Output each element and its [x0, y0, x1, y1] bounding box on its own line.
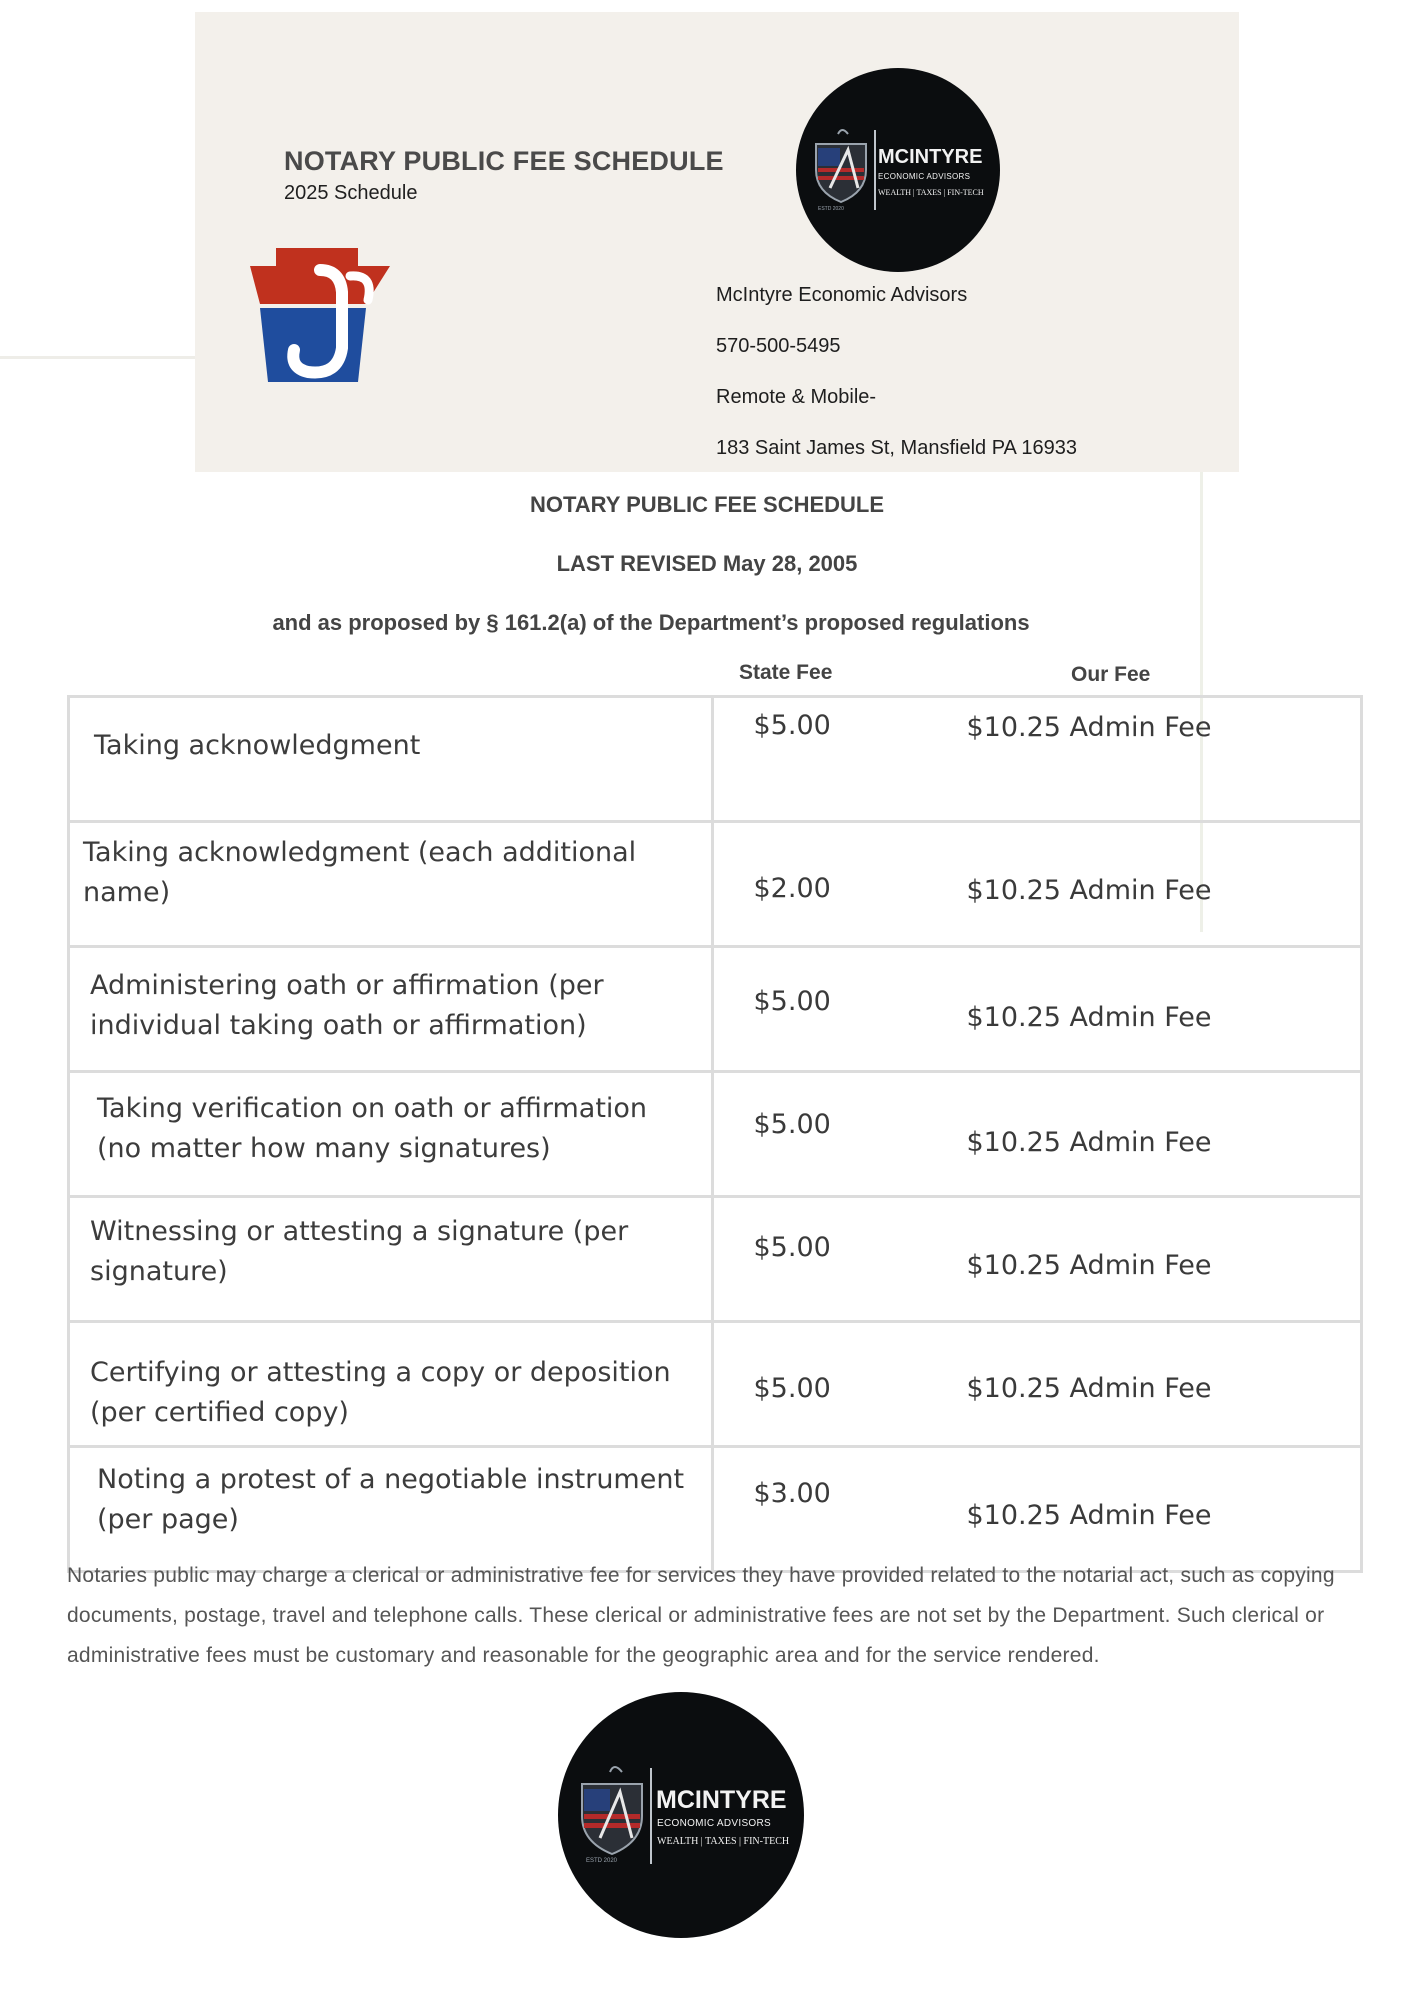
logo-brand: MCINTYRE: [878, 146, 983, 168]
logo-services: WEALTH | TAXES | FIN-TECH: [878, 188, 984, 197]
table-row: [69, 1447, 1362, 1572]
contact-name: McIntyre Economic Advisors: [716, 284, 968, 306]
fee-cell: [712, 947, 1362, 1072]
revised-date: LAST REVISED May 28, 2005: [556, 551, 858, 576]
service-label: Taking verification on oath or affirmation (no matter how many signatures): [97, 1093, 648, 1164]
fee-cell: [712, 1322, 1362, 1447]
service-cell: [69, 697, 713, 822]
state-fee: $5.00: [753, 1373, 831, 1404]
fee-cell: [712, 1197, 1362, 1322]
header-subtitle: 2025 Schedule: [284, 182, 418, 204]
fee-cell: [712, 1072, 1362, 1197]
schedule-heading: NOTARY PUBLIC FEE SCHEDULE: [529, 492, 885, 517]
service-cell: [69, 1072, 713, 1197]
state-fee: $5.00: [753, 986, 831, 1017]
our-fee: $10.25 Admin Fee: [966, 1127, 1212, 1158]
table-row: [69, 1072, 1362, 1197]
contact-phone[interactable]: 570-500-5495: [716, 335, 841, 357]
fee-table: [67, 695, 1363, 1573]
state-fee: $2.00: [753, 873, 831, 904]
service-label: Taking acknowledgment: [94, 730, 421, 761]
table-row: [69, 1322, 1362, 1447]
table-row: [69, 822, 1362, 947]
logo-tagline: ECONOMIC ADVISORS: [657, 1818, 772, 1829]
shield-icon: [558, 1692, 804, 1938]
contact-address: 183 Saint James St, Mansfield PA 16933: [716, 437, 1077, 459]
logo-services: WEALTH | TAXES | FIN-TECH: [657, 1836, 790, 1847]
service-cell: [69, 822, 713, 947]
our-fee: $10.25 Admin Fee: [966, 875, 1212, 906]
service-label: Administering oath or affirmation (per individual taking oath or affirmation): [90, 970, 604, 1041]
service-label: Certifying or attesting a copy or deposition (per certified copy): [90, 1357, 671, 1428]
service-label: Taking acknowledgment (each additional name): [83, 837, 637, 908]
mcintyre-logo-bottom: [558, 1692, 804, 1938]
column-header-our-fee: Our Fee: [1071, 663, 1151, 686]
our-fee: $10.25 Admin Fee: [966, 1373, 1212, 1404]
state-fee: $5.00: [753, 1232, 831, 1263]
decorative-line: [0, 356, 195, 359]
state-fee: $5.00: [753, 710, 831, 741]
state-fee: $5.00: [753, 1109, 831, 1140]
service-cell: [69, 1447, 713, 1572]
shield-icon: [796, 68, 1000, 272]
our-fee: $10.25 Admin Fee: [966, 1500, 1212, 1531]
table-row: [69, 697, 1362, 822]
service-cell: [69, 1322, 713, 1447]
fee-cell: [712, 1447, 1362, 1572]
service-cell: [69, 1197, 713, 1322]
keystone-logo-icon: [250, 248, 390, 382]
fee-cell: [712, 697, 1362, 822]
logo-established: ESTD 2020: [818, 206, 844, 212]
service-label: Noting a protest of a negotiable instrument (per page): [97, 1464, 685, 1535]
logo-tagline: ECONOMIC ADVISORS: [878, 172, 971, 181]
logo-established: ESTD 2020: [586, 1858, 618, 1864]
our-fee: $10.25 Admin Fee: [966, 1250, 1212, 1281]
mcintyre-logo-top: [796, 68, 1000, 272]
contact-service: Remote & Mobile-: [716, 386, 877, 408]
logo-brand: MCINTYRE: [656, 1786, 787, 1814]
service-label: Witnessing or attesting a signature (per signature): [90, 1216, 629, 1287]
header-title: NOTARY PUBLIC FEE SCHEDULE: [284, 146, 724, 176]
service-cell: [69, 947, 713, 1072]
our-fee: $10.25 Admin Fee: [966, 1002, 1212, 1033]
proposed-regulation: and as proposed by § 161.2(a) of the Department’s proposed regulations: [272, 610, 1030, 635]
state-fee: $3.00: [753, 1478, 831, 1509]
table-row: [69, 1197, 1362, 1322]
admin-fee-note: Notaries public may charge a clerical or administrative fee for services they have provided related to the notarial act, such as copying documents, postage, travel and telephone calls. These clerical or administrative fees are not set by the Department. Such clerical or administrative fees must be customary and reasonable for the geographic area and for the service rendered.: [67, 1564, 1335, 1667]
table-row: [69, 947, 1362, 1072]
column-header-state-fee: State Fee: [739, 661, 833, 684]
fee-cell: [712, 822, 1362, 947]
our-fee: $10.25 Admin Fee: [966, 712, 1212, 743]
